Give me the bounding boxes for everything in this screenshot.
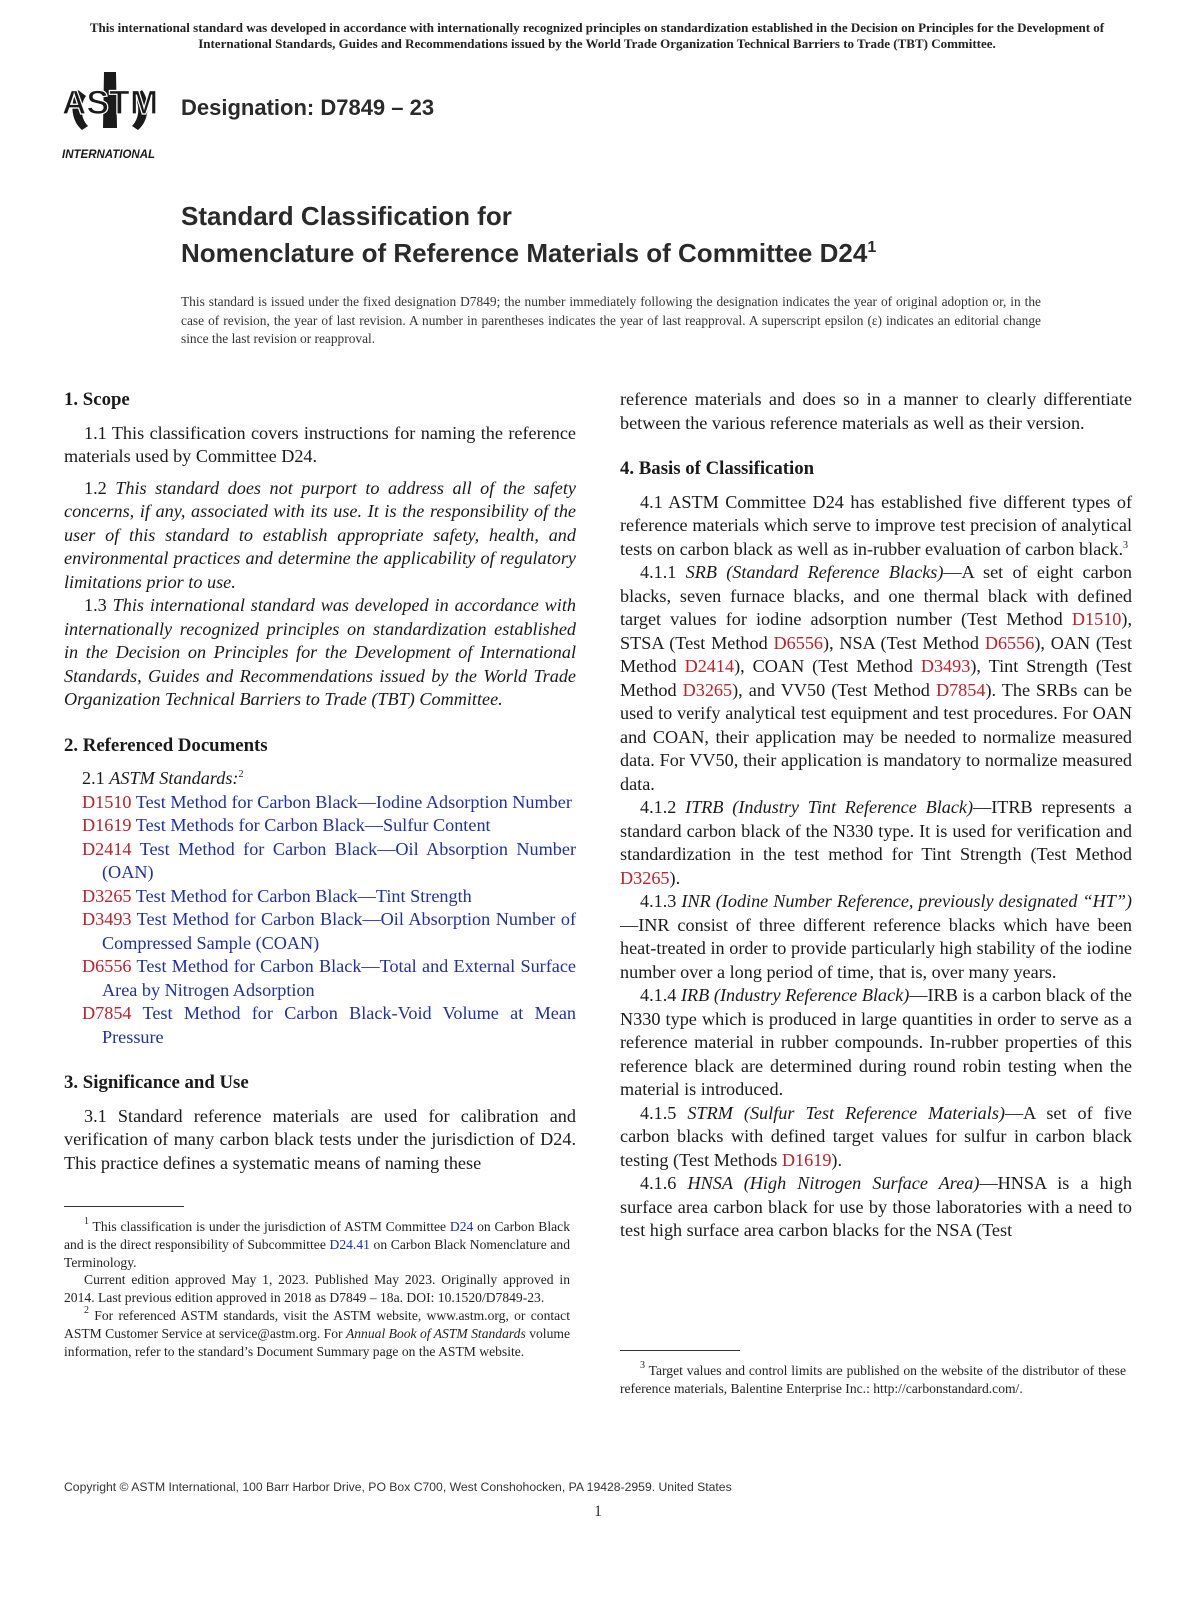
para-num: 4.1.2 <box>640 797 686 817</box>
para-text: ), COAN (Test Method <box>734 656 921 676</box>
para-4-1-6 <box>620 1172 1132 1243</box>
para-4-1 <box>620 491 1132 562</box>
term-inr: INR (Iodine Number Reference, previously designated “HT”) <box>681 891 1132 911</box>
para-text: —ITRB represents a standard carbon black of the N330 type. It is used for verification and standardization in the test method for Tint Strength (Test Method <box>620 797 1133 864</box>
reference-code[interactable]: D3493 <box>82 909 132 929</box>
logo-intl-text: INTERNATIONAL <box>62 149 156 161</box>
subcommittee-link[interactable]: D24.41 <box>329 1236 370 1252</box>
reference-item[interactable] <box>64 955 576 1002</box>
para-text: ), Tint Strength (Test Method <box>620 656 1132 700</box>
footnote-1 <box>64 1218 570 1271</box>
copyright-line: Copyright © ASTM International, 100 Barr Harbor Drive, PO Box C700, West Conshohocken, PA 19428-2959. United States <box>64 1480 732 1494</box>
para-4-1-1 <box>620 561 1132 796</box>
para-1-3-num: 1.3 <box>84 595 113 615</box>
para-3-1: 3.1 Standard reference materials are used for calibration and verification of many carbon black tests under the jurisdiction of D24. This practice defines a systematic means of naming these <box>64 1105 576 1173</box>
footnote-2-text-b: volume information, refer to the standard’s Document Summary page on the ASTM website. <box>64 1325 570 1359</box>
para-1-2 <box>64 477 576 595</box>
para-4-1-text: 4.1 ASTM Committee D24 has established five different types of reference materials which serve to improve test precision of analytical tests on carbon black as well as in-rubber evaluation of carbon black. <box>620 491 1132 559</box>
para-4-1-3 <box>620 890 1132 984</box>
issued-note: This standard is issued under the fixed designation D7849; the number immediately following the designation indicates the year of original adoption or, in the case of revision, the year of last revision. A number in parentheses indicates the year of last reapproval. A superscript epsilon (ε) indicates an editorial change since the last revision or reapproval. <box>181 294 1041 346</box>
reference-title[interactable]: Test Method for Carbon Black—Total and External Surface Area by Nitrogen Adsorption <box>102 956 576 1000</box>
document-title <box>181 200 876 269</box>
footnote-rule-right <box>620 1350 740 1351</box>
term-irb: IRB (Industry Reference Black) <box>681 985 910 1005</box>
para-1-2-text: This standard does not purport to address all of the safety concerns, if any, associated with its use. It is the responsibility of the user of this standard to establish appropriate safety, health, and environmental practices and determine the applicability of regulatory limitations prior to use. <box>64 477 577 592</box>
reference-title[interactable]: Test Method for Carbon Black—Iodine Adsorption Number <box>131 791 572 812</box>
footnote-2-mark: 2 <box>84 1304 89 1316</box>
para-text: ), NSA (Test Method <box>823 632 985 653</box>
reference-code[interactable]: D1619 <box>82 815 132 835</box>
footnote-mark-2: 2 <box>238 769 244 780</box>
term-strm: STRM (Sulfur Test Reference Materials) <box>687 1102 1005 1123</box>
para-2-1-num: 2.1 <box>82 768 110 788</box>
para-4-1-4 <box>620 984 1132 1102</box>
para-num: 4.1.4 <box>640 985 681 1005</box>
footnote-mark-3: 3 <box>1123 539 1129 551</box>
term-srb: SRB (Standard Reference Blacks) <box>685 562 944 582</box>
designation: Designation: D7849 – 23 <box>181 95 435 120</box>
para-num: 4.1.5 <box>640 1102 688 1123</box>
reference-title[interactable]: Test Methods for Carbon Black—Sulfur Content <box>131 815 491 835</box>
para-text: —IRB is a carbon black of the N330 type which is produced in large quantities in order to serve as a reference material in rubber compounds. In-rubber properties of this reference black are determined during round robin testing when the material is introduced. <box>620 985 1133 1099</box>
link-d7854[interactable]: D7854 <box>935 679 986 700</box>
committee-link[interactable]: D24 <box>449 1219 474 1234</box>
reference-code[interactable]: D1510 <box>82 791 132 812</box>
right-column <box>620 388 1132 1243</box>
link-d1619[interactable]: D1619 <box>781 1149 832 1170</box>
title-line-2: Nomenclature of Reference Materials of Committee D24 <box>181 238 868 268</box>
header-note: This international standard was developed in accordance with internationally recognized principles on standardization established in the Decision on Principles for the Development of International Standards, Guides and Recommendations issued by the World Trade Organization Technical Barriers to Trade (TBT) Committee. <box>89 20 1105 51</box>
footnote-1-mark: 1 <box>84 1216 89 1227</box>
para-1-3-text: This international standard was developed in accordance with internationally recognized principles on standardization established in the Decision on Principles for the Development of International Standards, Guides and Recommendations issued by the World Trade Organization Technical Barriers to Trade (TBT) Committee. <box>64 595 577 709</box>
page-number: 1 <box>594 1503 602 1520</box>
link-d2414[interactable]: D2414 <box>684 656 735 676</box>
reference-item[interactable] <box>64 814 576 838</box>
para-2-1-text: ASTM Standards: <box>109 768 239 788</box>
title-line-1: Standard Classification for <box>181 201 512 231</box>
reference-code[interactable]: D3265 <box>82 885 132 906</box>
para-text: ). The SRBs can be used to verify analytical test equipment and test procedures. For OAN and COAN, their application may be needed to normalize measured data. For VV50, their application is mandatory to normalize measured data. <box>620 679 1132 794</box>
footnote-3-text: Target values and control limits are published on the website of the distributor of these reference materials, Balentine Enterprise Inc.: http://carbonstandard.com/. <box>620 1363 1126 1396</box>
section-heading-referenced-documents: 2. Referenced Documents <box>64 734 268 756</box>
para-text: ), STSA (Test Method <box>620 609 1132 653</box>
footnotes-left <box>64 1218 570 1360</box>
para-1-1: 1.1 This classification covers instructions for naming the reference materials used by Committee D24. <box>64 422 576 466</box>
reference-item[interactable] <box>64 908 576 955</box>
footnote-1-text-c: on Carbon Black Nomenclature and Terminology. <box>64 1236 571 1270</box>
para-text: —INR consist of three different reference blacks which have been heat-treated in order to provide particularly high stability of the iodine number over a long period of time, that is, over many years. <box>620 914 1132 982</box>
term-hnsa: HNSA (High Nitrogen Surface Area) <box>687 1173 980 1193</box>
para-text: ). <box>669 867 681 888</box>
footnote-1-text-a: This classification is under the jurisdiction of ASTM Committee <box>89 1219 450 1234</box>
reference-code[interactable]: D7854 <box>82 1003 132 1023</box>
link-d3265[interactable]: D3265 <box>682 679 733 700</box>
footnote-3-mark: 3 <box>640 1360 645 1371</box>
footnotes-right <box>620 1362 1126 1398</box>
para-num: 4.1.6 <box>640 1173 688 1193</box>
logo-astm-text: ASTM <box>61 84 159 122</box>
link-d6556[interactable]: D6556 <box>984 632 1035 653</box>
para-text: —A set of five carbon blacks with defined target values for sulfur in carbon black testing (Test Methods <box>620 1102 1132 1170</box>
para-text: ), and VV50 (Test Method <box>732 679 936 700</box>
reference-code[interactable]: D2414 <box>82 838 132 859</box>
para-1-3 <box>64 594 576 712</box>
link-d3265[interactable]: D3265 <box>620 867 670 888</box>
reference-item[interactable] <box>64 791 576 815</box>
reference-title[interactable]: Test Method for Carbon Black—Oil Absorption Number (OAN) <box>102 838 576 882</box>
para-text: —A set of eight carbon blacks, seven furnace blacks, and one thermal black with defined target values for iodine adsorption number (Test Method <box>620 562 1132 629</box>
reference-title[interactable]: Test Method for Carbon Black—Tint Strength <box>131 885 472 906</box>
reference-item[interactable] <box>64 885 576 909</box>
reference-code[interactable]: D6556 <box>82 956 132 976</box>
para-text: ), OAN (Test Method <box>620 632 1132 676</box>
term-itrb: ITRB (Industry Tint Reference Black) <box>685 797 974 817</box>
footnote-rule-left <box>64 1206 184 1207</box>
footnote-2-italic: Annual Book of ASTM Standards <box>345 1325 526 1341</box>
para-4-1-5 <box>620 1102 1132 1173</box>
para-1-2-num: 1.2 <box>84 477 116 498</box>
reference-item[interactable] <box>64 838 576 885</box>
para-text: —HNSA is a high surface area carbon black for use by those laboratories with a need to test high surface area carbon blacks for the NSA (Test <box>620 1173 1132 1240</box>
section-heading-basis: 4. Basis of Classification <box>620 458 815 479</box>
footnote-1-text-b: on Carbon Black and is the direct responsibility of Subcommittee <box>64 1219 571 1252</box>
link-d3493[interactable]: D3493 <box>920 656 971 676</box>
section-heading-significance: 3. Significance and Use <box>64 1072 249 1093</box>
para-text: ). <box>831 1149 843 1170</box>
footnote-2 <box>64 1304 570 1360</box>
footnote-2-text-a: For referenced ASTM standards, visit the ASTM website, www.astm.org, or contact ASTM Customer Service at service@astm.org. For <box>64 1307 570 1341</box>
reference-item[interactable] <box>64 1002 576 1049</box>
link-d1510[interactable]: D1510 <box>1071 609 1122 629</box>
section-heading-scope: 1. Scope <box>64 389 130 410</box>
para-2-1 <box>64 767 576 791</box>
reference-title[interactable]: Test Method for Carbon Black-Void Volume at Mean Pressure <box>102 1003 576 1047</box>
footnote-3 <box>620 1362 1126 1398</box>
para-num: 4.1.3 <box>640 891 682 911</box>
link-d6556[interactable]: D6556 <box>773 632 824 653</box>
para-3-1-continued: reference materials and does so in a manner to clearly differentiate between the various reference materials as well as their version. <box>620 389 1132 433</box>
para-num: 4.1.1 <box>640 562 686 582</box>
reference-title[interactable]: Test Method for Carbon Black—Oil Absorption Number of Compressed Sample (COAN) <box>102 909 576 953</box>
astm-logo <box>60 70 170 170</box>
footnote-1-edition: Current edition approved May 1, 2023. Published May 2023. Originally approved in 2014. Last previous edition approved in 2018 as D7849 – 18a. DOI: 10.1520/D7849-23. <box>64 1272 570 1306</box>
title-footnote-mark: 1 <box>867 239 877 256</box>
para-4-1-2 <box>620 796 1132 890</box>
astm-logo-icon <box>60 70 170 170</box>
left-column <box>64 388 576 1175</box>
